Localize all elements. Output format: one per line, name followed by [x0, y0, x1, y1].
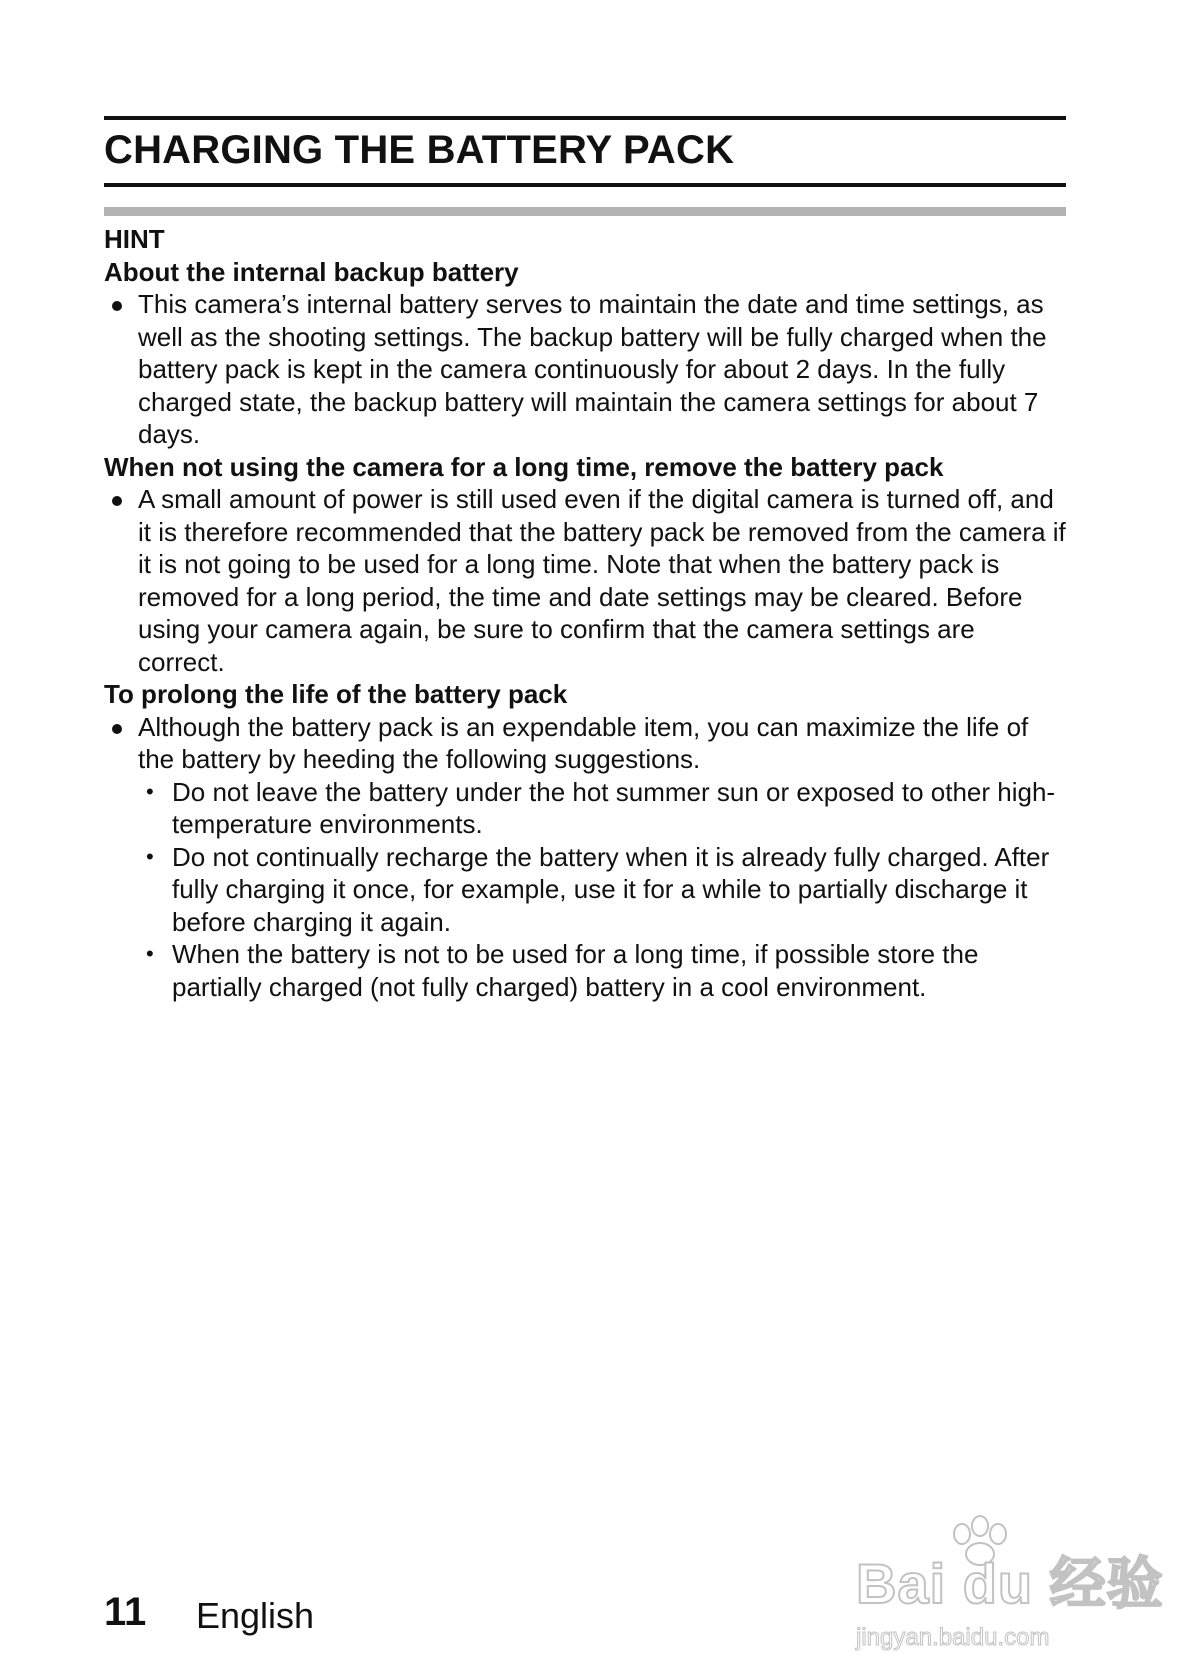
- sub-bullet-icon: •: [146, 843, 154, 869]
- sub-list-item: [104, 776, 1066, 841]
- watermark-url: jingyan.baidu.com: [856, 1624, 1050, 1651]
- section-heading-prolong-life: To prolong the life of the battery pack: [104, 679, 568, 709]
- list-item: [104, 288, 1066, 451]
- list-item-text: This camera’s internal battery serves to maintain the date and time settings, as well as the shooting settings. The backup battery will be fully charged when the battery pack is kept in the camera continuously for about 2 days. In the fully charged state, the backup battery will maintain the camera settings for about 7 days.: [138, 289, 1047, 449]
- title-bottom-rule: [104, 183, 1066, 187]
- sub-list-item-text: Do not continually recharge the battery when it is already fully charged. After fully charging it once, for example, use it for a while to partially discharge it before charging it again.: [172, 841, 1050, 937]
- sub-list-item: [104, 841, 1066, 939]
- hint-content: [104, 223, 1066, 1003]
- list-item: [104, 711, 1066, 776]
- sub-list-item-text: Do not leave the battery under the hot summer sun or exposed to other high-temperature environments.: [172, 776, 1056, 839]
- baidu-jingyan-watermark: [850, 1512, 1164, 1662]
- bullet-dot-icon: [112, 496, 122, 506]
- page-number: 11: [104, 1590, 147, 1634]
- list-item-text: Although the battery pack is an expendable item, you can maximize the life of the battery by heeding the following suggestions.: [138, 711, 1029, 774]
- sub-bullet-icon: •: [146, 778, 154, 804]
- bullet-dot-icon: [112, 301, 122, 311]
- title-top-rule: [104, 116, 1066, 120]
- sub-list-item: [104, 938, 1066, 1003]
- section-heading-remove-battery: When not using the camera for a long time, remove the battery pack: [104, 451, 944, 482]
- list-item-text: A small amount of power is still used even if the digital camera is turned off, and it is therefore recommended that the battery pack be removed from the camera if it is not going to be used for a long time. Note that when the battery pack is removed for a long period, the time and date settings may be cleared. Before using your camera again, be sure to confirm that the camera settings are correct.: [138, 484, 1066, 677]
- bullet-dot-icon: [112, 724, 122, 734]
- hint-divider-bar: [104, 207, 1066, 216]
- sub-list-item-text: When the battery is not to be used for a long time, if possible store the partially charged (not fully charged) battery in a cool environment.: [172, 939, 979, 1002]
- list-item: [104, 483, 1066, 678]
- sub-bullet-icon: •: [146, 941, 154, 966]
- hint-label: HINT: [104, 224, 165, 254]
- watermark-brand: Bai du 经验: [856, 1552, 1164, 1615]
- section-heading-backup-battery: About the internal backup battery: [104, 256, 519, 287]
- page-title: CHARGING THE BATTERY PACK: [104, 128, 735, 172]
- footer-language: English: [196, 1595, 315, 1636]
